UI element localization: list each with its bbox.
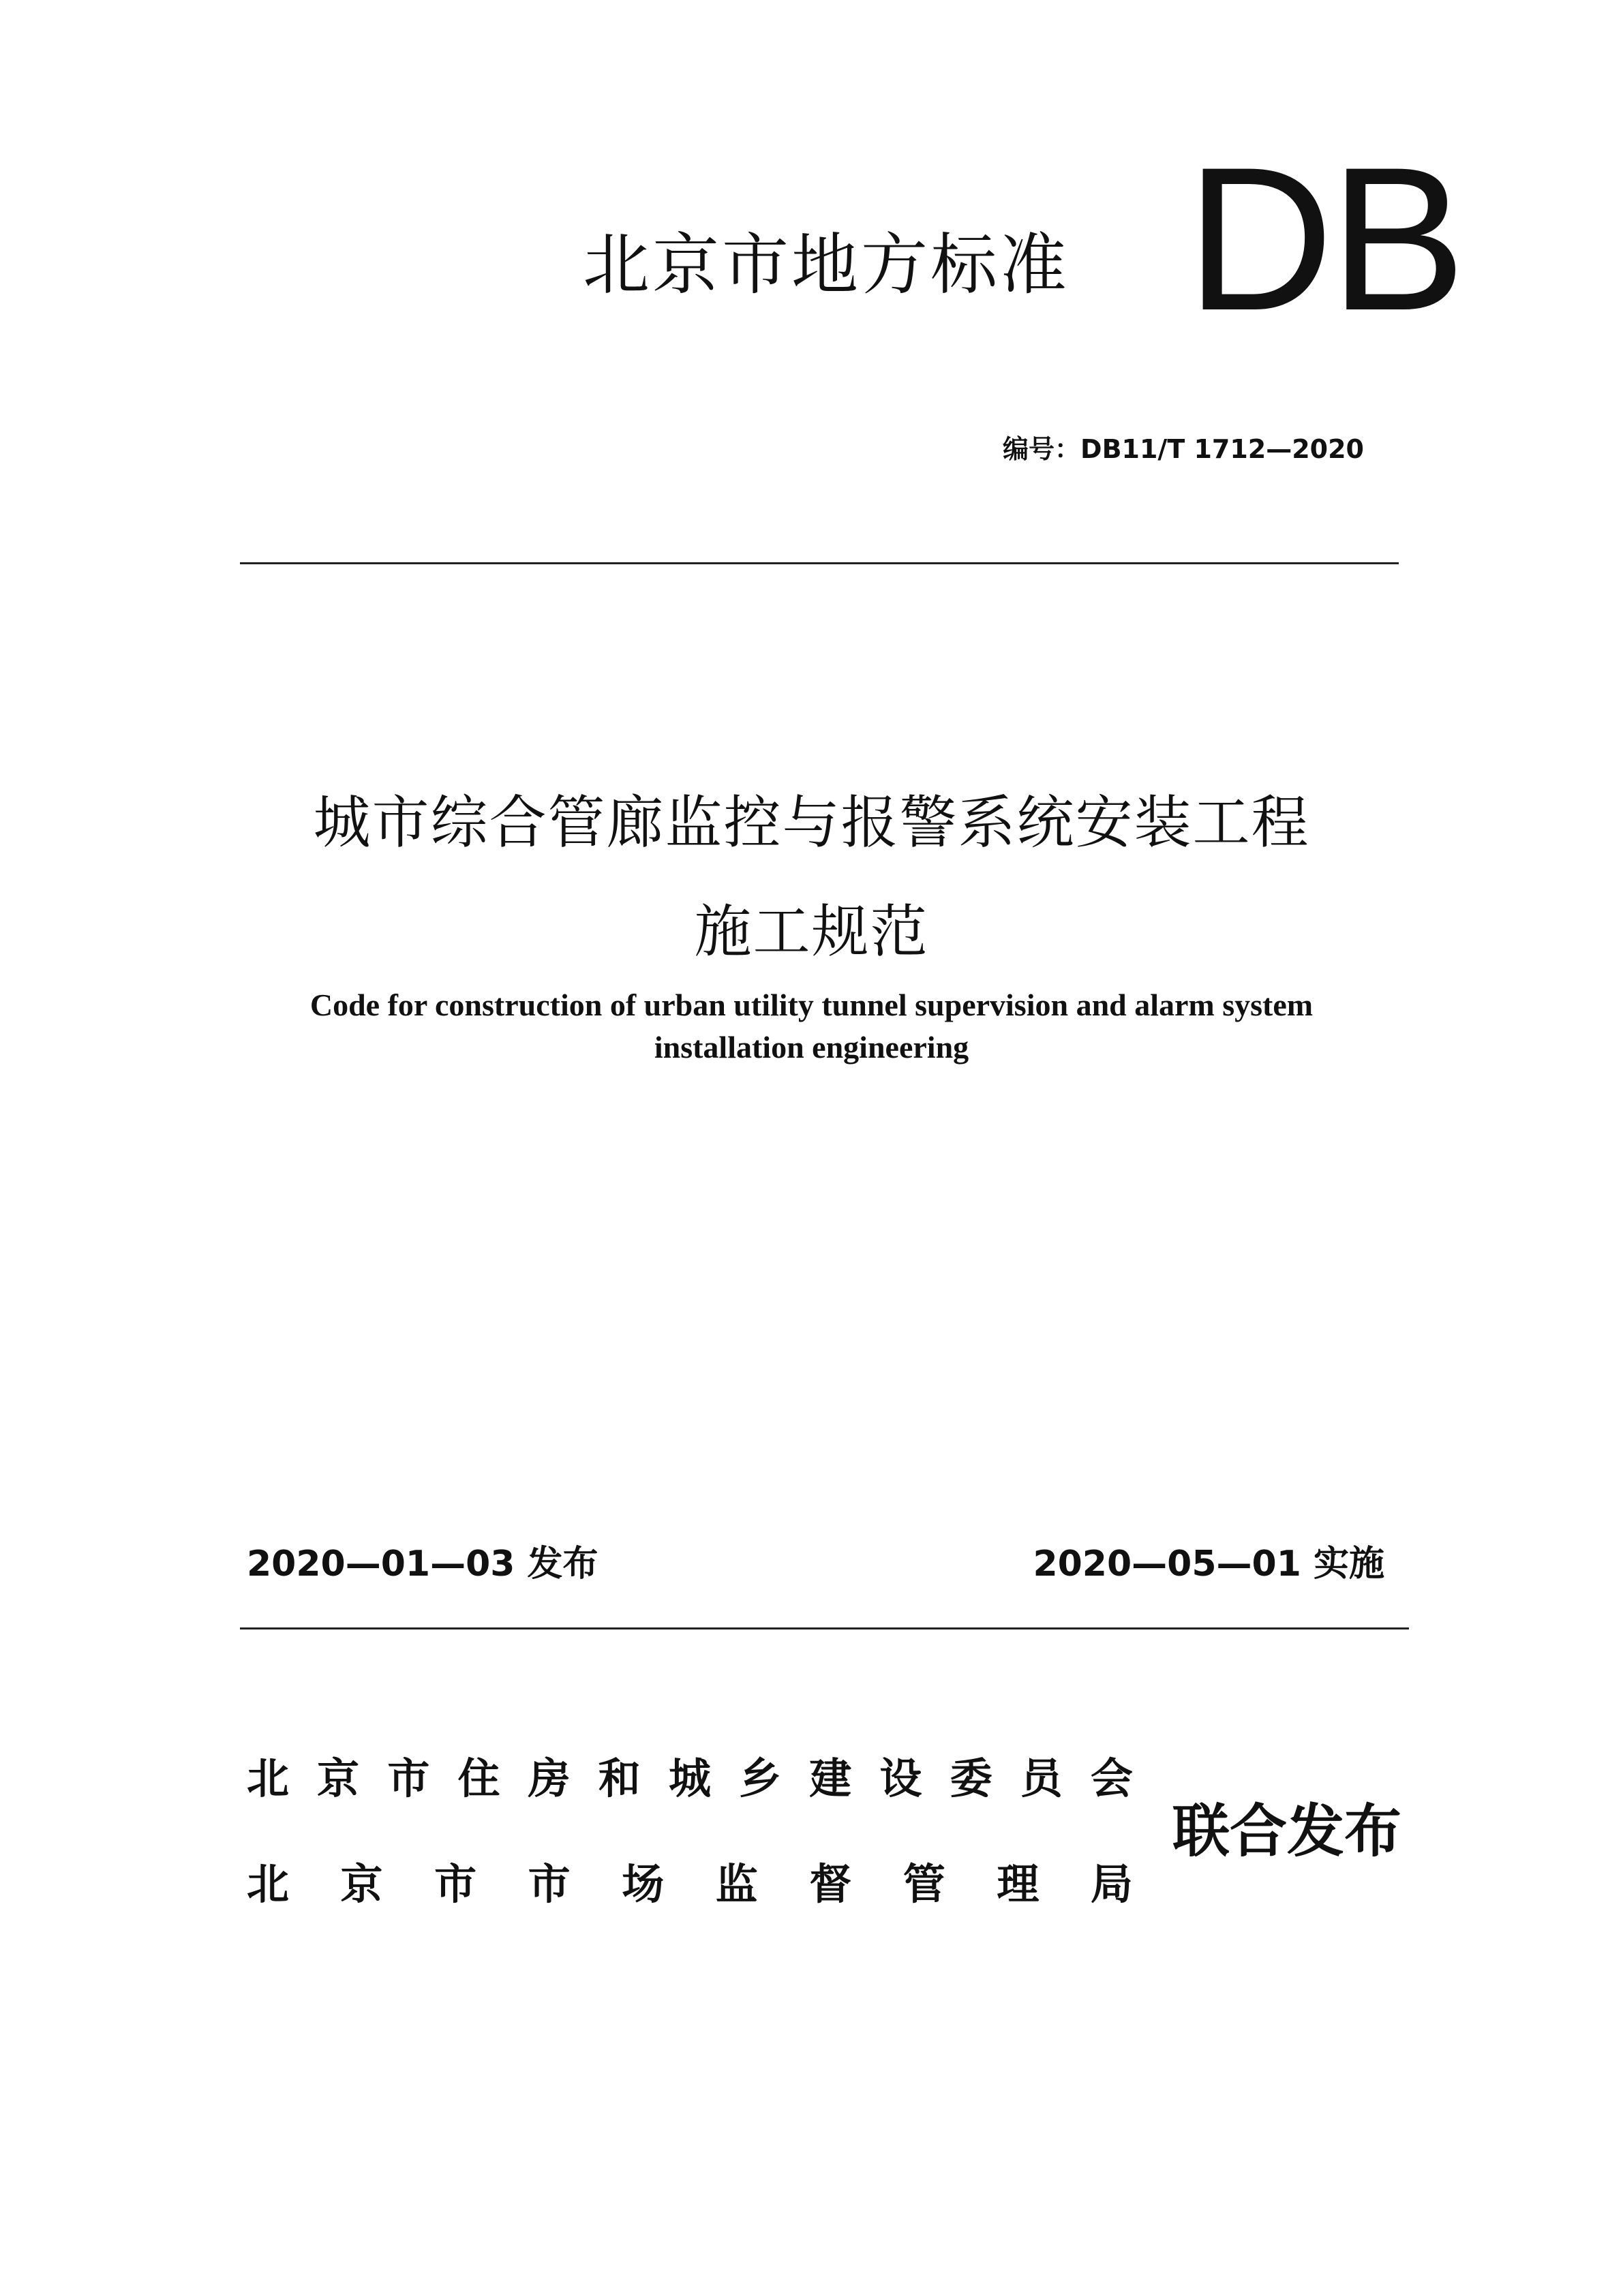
issuer-char: 市 xyxy=(387,1754,430,1803)
top-divider xyxy=(240,562,1399,564)
implementation-date: 2020—05—01 实施 xyxy=(1033,1544,1384,1585)
title-en-line2: installation engineering xyxy=(654,1030,969,1065)
issuer-char: 设 xyxy=(879,1754,922,1803)
issuer-char: 管 xyxy=(902,1859,945,1909)
standard-type-heading: 北京市地方标准 xyxy=(583,226,1070,304)
joint-issue-label: 联合发布 xyxy=(1172,1798,1402,1865)
issuer-char: 京 xyxy=(317,1754,360,1803)
issuer-line-1 xyxy=(247,1745,1133,1805)
db-mark: DB xyxy=(1186,124,1462,353)
issuer-char: 场 xyxy=(622,1859,665,1909)
issuer-char: 北 xyxy=(247,1754,290,1803)
title-cn-line1: 城市综合管廊监控与报警系统安装工程 xyxy=(313,789,1310,856)
issuer-char: 市 xyxy=(528,1859,571,1909)
issuer-char: 员 xyxy=(1020,1754,1063,1803)
title-en-line1: Code for construction of urban utility tunnel supervision and alarm system xyxy=(309,988,1314,1022)
issuer-char: 和 xyxy=(598,1754,641,1803)
issuer-char: 理 xyxy=(997,1859,1040,1909)
bottom-divider xyxy=(240,1627,1409,1629)
issuer-line-2 xyxy=(247,1850,1133,1911)
issuer-char: 委 xyxy=(950,1754,992,1803)
issuer-char: 房 xyxy=(528,1754,571,1803)
issuer-char: 会 xyxy=(1090,1754,1133,1803)
issuer-char: 京 xyxy=(340,1859,383,1909)
issuer-char: 北 xyxy=(247,1859,290,1909)
issuer-char: 督 xyxy=(809,1859,852,1909)
issue-date: 2020—01—03 发布 xyxy=(247,1544,598,1585)
issuer-char: 市 xyxy=(434,1859,477,1909)
issuer-char: 建 xyxy=(809,1754,852,1803)
standard-code: 编号：DB11/T 1712—2020 xyxy=(1003,434,1364,464)
issuer-char: 城 xyxy=(668,1754,711,1803)
issuer-char: 住 xyxy=(457,1754,500,1803)
issuer-char: 乡 xyxy=(739,1754,782,1803)
title-cn-line2: 施工规范 xyxy=(694,898,929,965)
issuer-char: 局 xyxy=(1090,1859,1133,1909)
issuer-char: 监 xyxy=(715,1859,758,1909)
